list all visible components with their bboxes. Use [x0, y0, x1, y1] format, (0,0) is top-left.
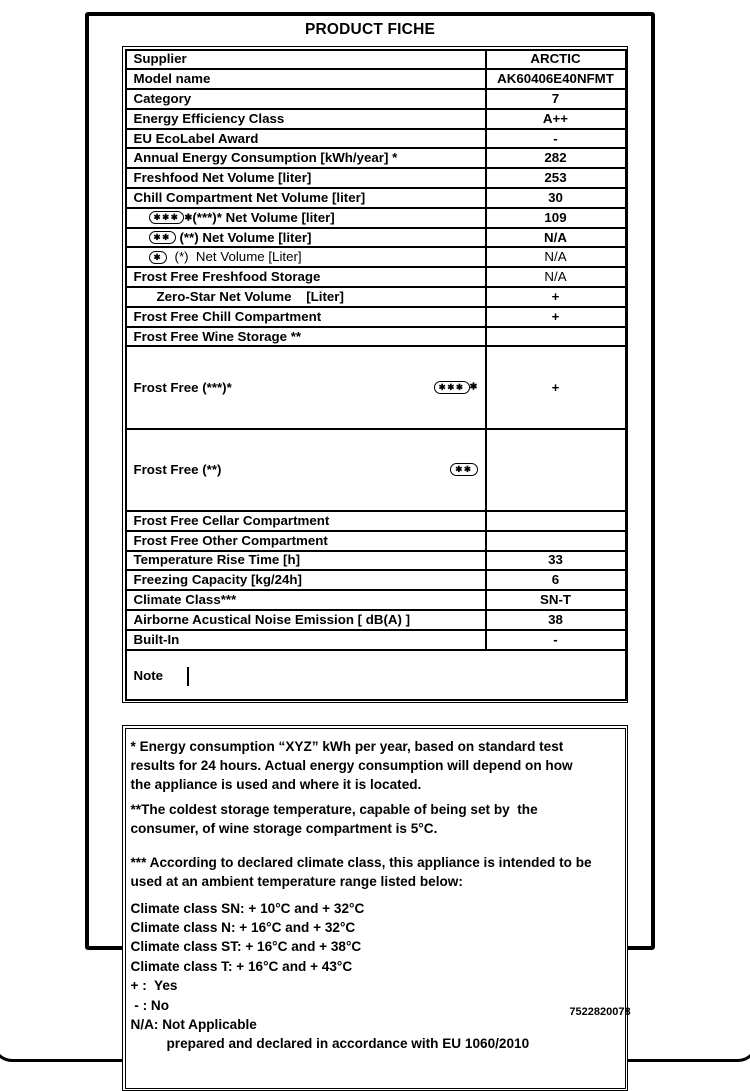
row-value: 30	[486, 188, 626, 208]
table-row	[126, 168, 626, 188]
row-label: Category	[126, 89, 486, 109]
legend-line: N/A: Not Applicable	[130, 1016, 257, 1032]
table-row	[126, 50, 626, 70]
footnotes-box	[125, 728, 626, 1089]
table-row	[126, 69, 626, 89]
table-row	[126, 129, 626, 149]
row-label-text: (***)* Net Volume [liter]	[192, 209, 335, 225]
row-value: +	[486, 346, 626, 429]
row-label: Built-In	[126, 630, 486, 650]
row-value: SN-T	[486, 590, 626, 610]
table-row	[126, 188, 626, 208]
table-row	[126, 307, 626, 327]
row-label: Model name	[126, 69, 486, 89]
compliance-line: prepared and declared in accordance with EU 1060/2010	[166, 1036, 530, 1052]
table-row	[126, 148, 626, 168]
row-label	[126, 346, 486, 429]
row-value: AK60406E40NFMT	[486, 69, 626, 89]
row-value: 253	[486, 168, 626, 188]
spec-table	[125, 49, 627, 701]
row-label: Frost Free Other Compartment	[126, 531, 486, 551]
document-number: 7522820078	[569, 1006, 631, 1018]
row-value: 6	[486, 570, 626, 590]
legend-line: - : No	[130, 997, 170, 1013]
row-label-text: (*) Net Volume [Liter]	[167, 249, 302, 265]
table-row	[126, 228, 626, 248]
two-star-box-icon: ✱✱	[450, 462, 484, 478]
row-label	[126, 429, 486, 511]
row-value: -	[486, 129, 626, 149]
row-label	[126, 247, 486, 267]
row-label: Chill Compartment Net Volume [liter]	[126, 188, 486, 208]
row-value: 7	[486, 89, 626, 109]
table-row	[126, 531, 626, 551]
table-row	[126, 287, 626, 307]
row-label: Energy Efficiency Class	[126, 109, 486, 129]
row-label: EU EcoLabel Award	[126, 129, 486, 149]
row-value: 282	[486, 148, 626, 168]
row-label: Supplier	[126, 50, 486, 70]
row-value	[486, 327, 626, 347]
climate-class-line: Climate class N: + 16°C and + 32°C	[130, 919, 356, 935]
row-value: N/A	[486, 247, 626, 267]
row-value	[486, 511, 626, 531]
table-row	[126, 570, 626, 590]
table-row	[126, 551, 626, 571]
note-label: Note	[127, 667, 189, 686]
two-star-box-icon: ✱✱	[149, 231, 176, 244]
row-value: +	[486, 307, 626, 327]
row-value: ARCTIC	[486, 50, 626, 70]
three-star-box-icon: ✱✱✱	[149, 211, 185, 224]
row-label: Freshfood Net Volume [liter]	[126, 168, 486, 188]
row-label-text: Frost Free (***)*	[133, 379, 232, 395]
climate-class-line: Climate class ST: + 16°C and + 38°C	[130, 939, 362, 955]
table-row	[126, 650, 626, 700]
table-row	[126, 429, 626, 511]
row-label: Airborne Acustical Noise Emission [ dB(A) ]	[126, 610, 486, 630]
row-label	[126, 208, 486, 228]
row-value: 109	[486, 208, 626, 228]
row-label: Temperature Rise Time [h]	[126, 551, 486, 571]
footnote-line: **The coldest storage temperature, capable of being set by the	[130, 801, 538, 817]
row-value: 33	[486, 551, 626, 571]
row-value: -	[486, 630, 626, 650]
row-label: Frost Free Cellar Compartment	[126, 511, 486, 531]
climate-class-line: Climate class T: + 16°C and + 43°C	[130, 958, 353, 974]
row-label: Climate Class***	[126, 590, 486, 610]
row-label	[126, 228, 486, 248]
row-value: +	[486, 287, 626, 307]
row-label: Freezing Capacity [kg/24h]	[126, 570, 486, 590]
row-label: Annual Energy Consumption [kWh/year] *	[126, 148, 486, 168]
footnote-line: used at an ambient temperature range listed below:	[130, 873, 463, 889]
footnote-line: consumer, of wine storage compartment is 5°C.	[130, 820, 438, 836]
footnote-line: the appliance is used and where it is located.	[130, 776, 422, 792]
star-icon: ✱	[184, 212, 193, 224]
page-title: PRODUCT FICHE	[304, 21, 436, 38]
row-label: Frost Free Chill Compartment	[126, 307, 486, 327]
row-label-text: (**) Net Volume [liter]	[175, 229, 312, 245]
row-value: 38	[486, 610, 626, 630]
table-row	[126, 590, 626, 610]
three-star-box-star-icon: ✱✱✱ ✱	[434, 379, 485, 396]
row-value	[486, 531, 626, 551]
table-row	[126, 267, 626, 287]
table-row	[126, 610, 626, 630]
row-label: Frost Free Wine Storage **	[126, 327, 486, 347]
one-star-box-icon: ✱	[149, 251, 168, 264]
table-row	[126, 511, 626, 531]
table-row	[126, 89, 626, 109]
row-label-text: Frost Free (**)	[133, 461, 222, 477]
row-label: Frost Free Freshfood Storage	[126, 267, 486, 287]
table-row	[126, 247, 626, 267]
note-row	[126, 650, 626, 700]
row-value: N/A	[486, 267, 626, 287]
table-row	[126, 346, 626, 429]
footnote-line: * Energy consumption “XYZ” kWh per year, based on standard test	[130, 738, 564, 754]
legend-line: + : Yes	[130, 978, 178, 994]
table-row	[126, 208, 626, 228]
table-row	[126, 109, 626, 129]
footnotes-frame	[122, 725, 628, 1091]
climate-class-line: Climate class SN: + 10°C and + 32°C	[130, 900, 365, 916]
row-label: Zero-Star Net Volume [Liter]	[126, 287, 486, 307]
footnote-line: results for 24 hours. Actual energy consumption will depend on how	[130, 757, 573, 773]
table-row	[126, 630, 626, 650]
row-value: N/A	[486, 228, 626, 248]
row-value	[486, 429, 626, 511]
footnote-line: *** According to declared climate class, this appliance is intended to be	[130, 854, 592, 870]
table-row	[126, 327, 626, 347]
spec-table-frame	[122, 46, 628, 703]
row-value: A++	[486, 109, 626, 129]
